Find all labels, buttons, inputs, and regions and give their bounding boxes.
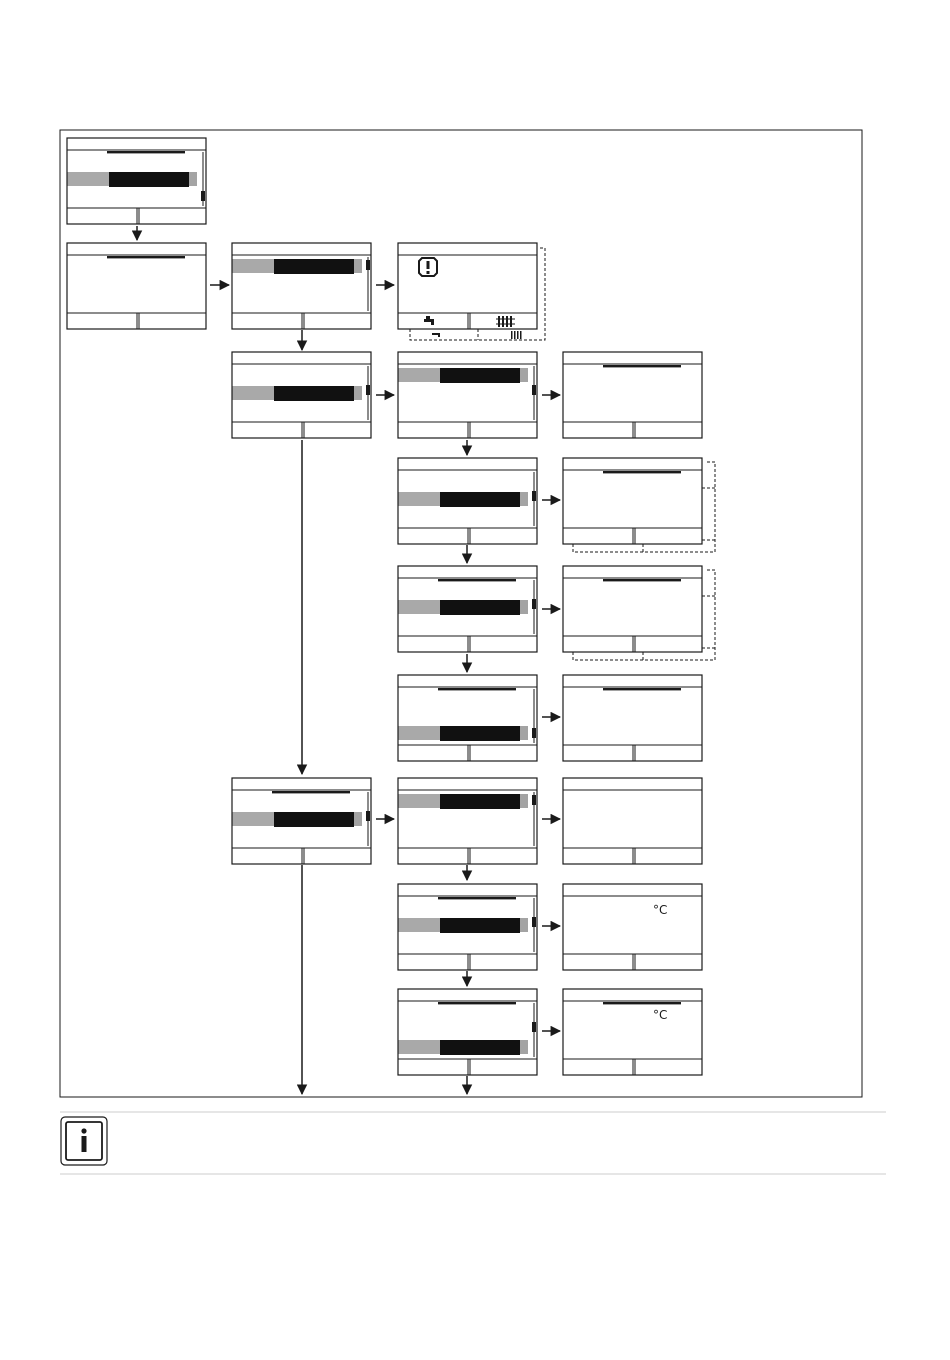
screen-s16 bbox=[563, 778, 702, 864]
screen-s9 bbox=[563, 458, 715, 552]
info-icon bbox=[61, 1117, 107, 1165]
title-underline bbox=[438, 1002, 516, 1004]
screen-s4 bbox=[398, 243, 545, 340]
screens-layer bbox=[67, 138, 715, 1075]
screen-s8 bbox=[398, 458, 537, 544]
screen-s3 bbox=[232, 243, 371, 329]
screen-s2 bbox=[67, 243, 206, 329]
title-underline bbox=[603, 579, 681, 581]
title-underline bbox=[438, 897, 516, 899]
screen-s5 bbox=[232, 352, 371, 438]
title-underline bbox=[603, 1002, 681, 1004]
screen-s20 bbox=[563, 989, 702, 1075]
title-underline bbox=[107, 151, 185, 153]
screen-s17 bbox=[398, 884, 537, 970]
title-underline bbox=[107, 256, 185, 258]
screen-s1 bbox=[67, 138, 206, 224]
screen-s14 bbox=[232, 778, 371, 864]
title-underline bbox=[603, 471, 681, 473]
screen-s7 bbox=[563, 352, 702, 438]
title-underline bbox=[438, 688, 516, 690]
screen-s15 bbox=[398, 778, 537, 864]
screen-s19 bbox=[398, 989, 537, 1075]
screen-s13 bbox=[563, 675, 702, 761]
temperature-unit: °C bbox=[653, 903, 668, 917]
title-underline bbox=[272, 791, 350, 793]
screen-s18 bbox=[563, 884, 702, 970]
title-underline bbox=[603, 688, 681, 690]
temperature-unit: °C bbox=[653, 1008, 668, 1022]
screen-s10 bbox=[398, 566, 537, 652]
title-underline bbox=[603, 365, 681, 367]
screen-s11 bbox=[563, 566, 715, 660]
screen-s12 bbox=[398, 675, 537, 761]
screen-s6 bbox=[398, 352, 537, 438]
title-underline bbox=[438, 579, 516, 581]
